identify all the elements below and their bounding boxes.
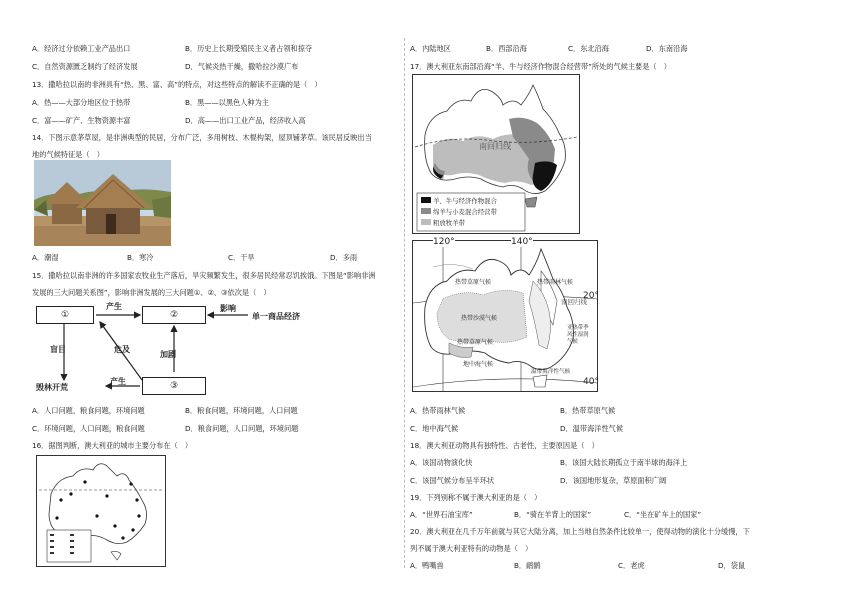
climate-label-savanna-north: 热带草原气候 — [455, 279, 492, 286]
q20-stem-line1: 20．澳大利亚在几千万年前就与其它大陆分离，加上当地自然条件比较单一，使得动物的演化十分缓慢，下 — [410, 527, 750, 536]
climate-label-desert: 热带沙漠气候 — [461, 315, 498, 322]
label-produce-2: 产生 — [110, 377, 126, 386]
q13-option-d: D．高——出口工业产品，经济收入高 — [185, 116, 306, 125]
q19-stem: 19．下列别称不属于澳大利亚的是（ ） — [410, 493, 542, 502]
q18-option-c: C．该国气候分布呈半环状 — [410, 476, 495, 485]
lat-40-label: 40° — [583, 377, 599, 387]
q14-option-a: A．潮湿 — [32, 253, 59, 262]
q18-option-a: A．该国动物演化快 — [410, 458, 473, 467]
lon-140-label: 140° — [511, 237, 533, 247]
q15-stem-line2: 发展的三大问题关系图”，影响非洲发展的三大问题①、②、③依次是（ ） — [32, 288, 271, 297]
q13-stem: 13．撒哈拉以南的非洲具有“热、黑、富、高”的特点，对这些特点的解读不正确的是（ ） — [32, 80, 322, 89]
q17-option-c: C．地中海气候 — [410, 424, 459, 433]
q20-option-b: B．鸸鹋 — [514, 561, 541, 570]
q13-option-b: B．黑——以黑色人种为主 — [185, 98, 269, 107]
q13-option-c: C．富——矿产、生物资源丰富 — [32, 116, 131, 125]
label-produce-1: 产生 — [106, 302, 122, 311]
q17-stem: 17．澳大利亚东南部沿海“羊、牛与经济作物混合经营带”所处的气候主要是（ ） — [410, 62, 671, 71]
q15-option-c: C．环境问题，人口问题，粮食问题 — [32, 424, 145, 433]
q20-option-d: D．袋鼠 — [718, 561, 746, 570]
q16-option-a: A．内陆地区 — [410, 44, 451, 53]
climate-label-oceanic: 温带海洋性气候 — [531, 369, 571, 375]
q20-option-a: A．鸭嘴兽 — [410, 561, 444, 570]
q15-stem-line1: 15．撒哈拉以南非洲的许多国家农牧业生产落后，旱灾频繁发生，很多居民经常忍饥挨饿。下图是“影响非洲 — [32, 271, 376, 280]
label-influence: 影响 — [220, 304, 236, 313]
climate-label-rainforest: 热带雨林气候 — [537, 279, 574, 286]
australia-climate-map — [412, 237, 599, 392]
climate-label-subtropical: 亚热带季风性湿润气候 — [567, 325, 589, 345]
climate-tropic-label: 南回归线 — [561, 298, 587, 306]
legend-item-1: 羊、牛与经济作物混合 — [433, 197, 497, 205]
australia-city-map — [36, 455, 166, 567]
diagram-box-1: ① — [36, 306, 94, 324]
diagram-box-2: ② — [142, 306, 206, 324]
q16-option-d: D．东南沿海 — [646, 44, 688, 53]
label-deforest: 毁林开荒 — [36, 383, 68, 392]
q18-option-d: D．该国地形复杂，草原面积广阔 — [560, 476, 667, 485]
q14-option-b: B．寒冷 — [127, 253, 154, 262]
label-aggravate: 加剧 — [160, 350, 176, 359]
q14-option-c: C．干旱 — [228, 253, 255, 262]
label-single-economy: 单一商品经济 — [252, 312, 300, 321]
q14-stem-line1: 14．下图示意茅草屋，是非洲典型的民居，分布广泛，多用树枝、木棍构架，屋顶铺茅草。该民居反映出当 — [32, 133, 372, 142]
q12-option-c: C．自然资源匮乏制约了经济发展 — [32, 62, 138, 71]
q16-option-c: C．东北沿海 — [568, 44, 609, 53]
q12-option-d: D．气候炎热干燥，撒哈拉沙漠广布 — [185, 62, 299, 71]
q20-option-c: C．老虎 — [618, 561, 645, 570]
q12-option-a: A．经济过分依赖工业产品出口 — [32, 44, 131, 53]
q16-option-b: B．西部沿海 — [486, 44, 527, 53]
legend-item-2: 绵羊与小麦混合经营带 — [433, 208, 497, 216]
q15-option-d: D．粮食问题，人口问题，环境问题 — [185, 424, 299, 433]
lon-120-label: 120° — [433, 237, 455, 247]
lat-20-label: 20° — [583, 291, 599, 301]
label-endanger: 危及 — [114, 345, 130, 354]
q20-stem-line2: 列不属于澳大利亚特有的动物是（ ） — [410, 544, 533, 553]
q19-option-b: B．“骑在羊背上的国家” — [514, 510, 592, 519]
q14-stem-line2: 地的气候特征是（ ） — [32, 150, 104, 159]
q15-option-a: A．人口问题，粮食问题，环境问题 — [32, 406, 145, 415]
australia-agriculture-map — [412, 74, 580, 234]
q17-option-b: B．热带草原气候 — [560, 406, 616, 415]
legend-item-3: 粗放牧羊带 — [433, 219, 465, 227]
tropic-label: 南回归线 — [479, 142, 511, 151]
q14-option-d: D．多雨 — [330, 253, 358, 262]
climate-label-savanna-south: 热带草原气候 — [457, 339, 494, 346]
q16-stem: 16．据图判断，澳大利亚的城市主要分布在（ ） — [32, 441, 193, 450]
q18-option-b: B．该国大陆长期孤立于南半球的海洋上 — [560, 458, 688, 467]
q15-option-b: B．粮食问题，环境问题，人口问题 — [185, 406, 298, 415]
climate-label-mediterranean: 地中海气候 — [463, 361, 494, 368]
q13-option-a: A．热——大部分地区位于热带 — [32, 98, 131, 107]
q19-option-c: C．“坐在矿车上的国家” — [624, 510, 702, 519]
column-divider — [404, 38, 405, 568]
q12-option-b: B．历史上长期受殖民主义者占领和掠夺 — [185, 44, 313, 53]
q18-stem: 18．澳大利亚动物具有独特性、古老性，主要原因是（ ） — [410, 441, 599, 450]
q15-relation-diagram — [34, 300, 334, 396]
diagram-box-3: ③ — [142, 377, 206, 395]
hut-photo — [34, 160, 171, 246]
q17-option-a: A．热带雨林气候 — [410, 406, 466, 415]
q19-option-a: A．“世界石油宝库” — [410, 510, 473, 519]
label-blind: 盲目 — [50, 345, 66, 354]
q17-option-d: D．温带海洋性气候 — [560, 424, 624, 433]
